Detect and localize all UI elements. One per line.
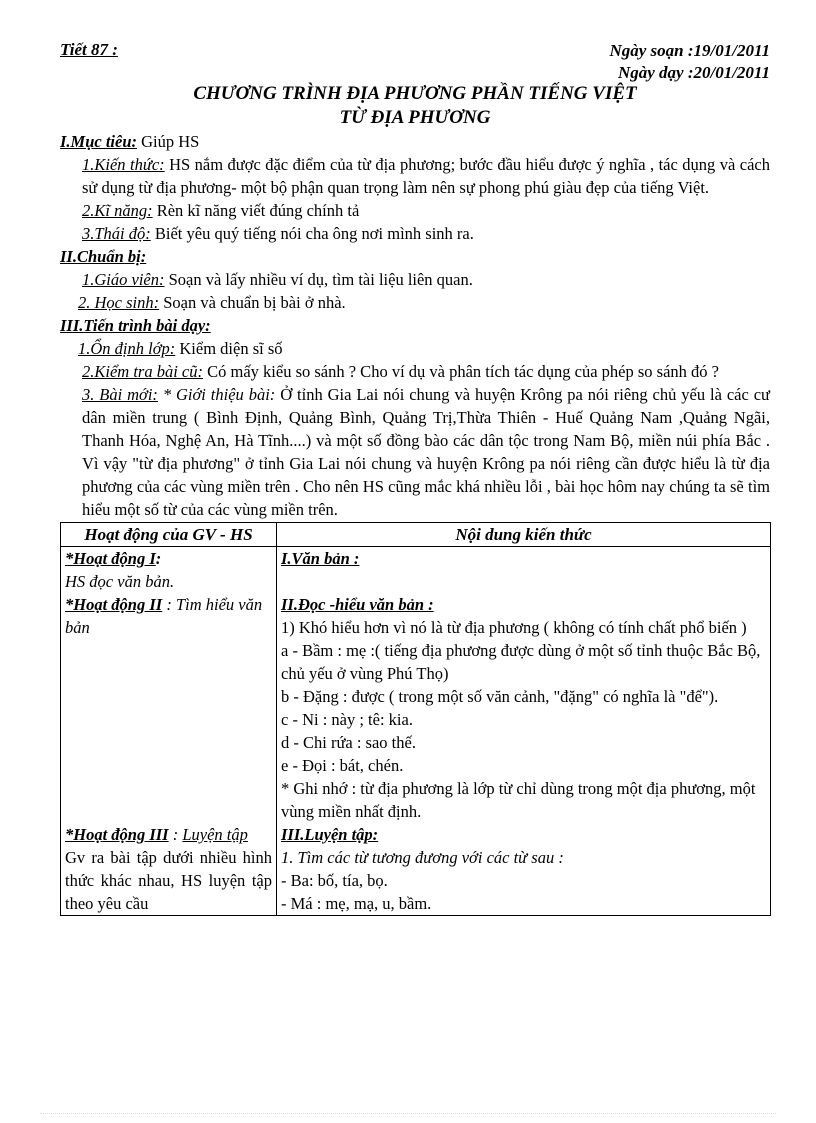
col2-header: Nội dung kiến thức (277, 523, 771, 547)
objective-attitude: 3.Thái độ: Biết yêu quý tiếng nói cha ông nơi mình sinh ra. (82, 224, 474, 243)
content-item-c: c - Ni : này ; tê: kia. (281, 710, 413, 729)
title-line-1: CHƯƠNG TRÌNH ĐỊA PHƯƠNG PHẦN TIẾNG VIỆT (193, 83, 637, 104)
teach-date: Ngày dạy :20/01/2011 (617, 63, 770, 82)
content-note: * Ghi nhớ : từ địa phương là lớp từ chỉ dùng trong một địa phương, một vùng miền nhất định. (281, 779, 756, 821)
objective-skill: 2.Kĩ năng: Rèn kĩ năng viết đúng chính tả (82, 201, 360, 220)
prep-date: Ngày soạn :19/01/2011 (609, 41, 770, 60)
content-reading-heading: II.Đọc -hiểu văn bản : (281, 595, 434, 614)
spacer (281, 570, 766, 593)
spacer (65, 639, 272, 823)
objective-knowledge: 1.Kiến thức: HS nắm được đặc điểm của từ địa phương; bước đầu hiểu được ý nghĩa , tác dụng và cách sử dụng từ địa phương- một bộ phận quan trọng làm nên sự phong phú giàu đẹp của tiếng Việt. (82, 155, 770, 197)
content-item-e: e - Đọi : bát, chén. (281, 756, 404, 775)
process-check: 2.Kiểm tra bài cũ: Có mấy kiểu so sánh ? Cho ví dụ và phân tích tác dụng của phép so sánh đó ? (82, 362, 719, 381)
table-row (61, 547, 771, 916)
process-stable: 1.Ổn định lớp: Kiểm diện sĩ số (78, 339, 283, 358)
activities-cell (61, 547, 277, 916)
page-title (60, 82, 770, 130)
lesson-number: Tiết 87 : (60, 40, 118, 59)
activity-3-desc: Gv ra bài tập dưới nhiều hình thức khác nhau, HS luyện tập theo yêu cầu (65, 848, 272, 913)
content-item-b: b - Đặng : được ( trong một số văn cảnh, "đặng" có nghĩa là "để"). (281, 687, 719, 706)
document-page (60, 40, 770, 916)
activity-table (60, 522, 771, 916)
activity-2: *Hoạt động II : Tìm hiểu văn bản (65, 595, 263, 637)
prep-teacher: 1.Giáo viên: Soạn và lấy nhiều ví dụ, tìm tài liệu liên quan. (82, 270, 473, 289)
activity-1-text: HS đọc văn bản. (65, 572, 175, 591)
preparation-heading: II.Chuẩn bị: (60, 247, 147, 266)
activity-3: *Hoạt động III : Luyện tập (65, 825, 248, 844)
dates-block (609, 40, 770, 84)
content-exercise-1: 1. Tìm các từ tương đương với các từ sau : (281, 848, 564, 867)
col1-header: Hoạt động của GV - HS (61, 523, 277, 547)
content-practice-heading: III.Luyện tập: (281, 825, 379, 844)
content-text-heading: I.Văn bản : (281, 549, 360, 568)
page-bottom-divider (40, 1113, 776, 1114)
document-header (60, 40, 770, 86)
content-cell (277, 547, 771, 916)
objectives-heading: I.Mục tiêu: Giúp HS (60, 132, 200, 151)
title-line-2: TỪ ĐỊA PHƯƠNG (339, 107, 491, 128)
table-header-row (61, 523, 771, 547)
content-item-d: d - Chi rứa : sao thế. (281, 733, 416, 752)
activity-1: *Hoạt động I: (65, 549, 162, 568)
content-item-1: 1) Khó hiểu hơn vì nó là từ địa phương ( không có tính chất phổ biến ) (281, 618, 747, 637)
process-heading: III.Tiến trình bài dạy: (60, 316, 211, 335)
content-item-a: a - Bầm : mẹ :( tiếng địa phương được dùng ở một số tỉnh thuộc Bắc Bộ, chủ yếu ở vùng Phú Thọ) (281, 641, 761, 683)
prep-student: 2. Học sinh: Soạn và chuẩn bị bài ở nhà. (78, 293, 346, 312)
process-new-lesson: 3. Bài mới: * Giới thiệu bài: Ở tỉnh Gia Lai nói chung và huyện Krông pa nói riêng chủ yếu là các cư dân miền trung ( Bình Định, Quảng Bình, Quảng Trị,Thừa Thiên - Huế Quảng Nam ,Quảng Ngãi, Thanh Hóa, Nghệ An, Hà Tĩnh....) và một số đồng bào các dân tộc trong Nam Bộ, miền núi phía Bắc . Vì vậy "từ địa phương" ở tỉnh Gia Lai nói chung và huyện Krông pa nói riêng cần được hiểu là từ địa phương của các vùng miền trên . Cho nên HS cũng mắc khá nhiều lỗi , bài học hôm nay chúng ta sẽ tìm hiểu một số từ của các vùng miền trên. (82, 385, 770, 519)
content-ba: - Ba: bố, tía, bọ. (281, 871, 388, 890)
content-ma: - Má : mẹ, mạ, u, bầm. (281, 894, 432, 913)
